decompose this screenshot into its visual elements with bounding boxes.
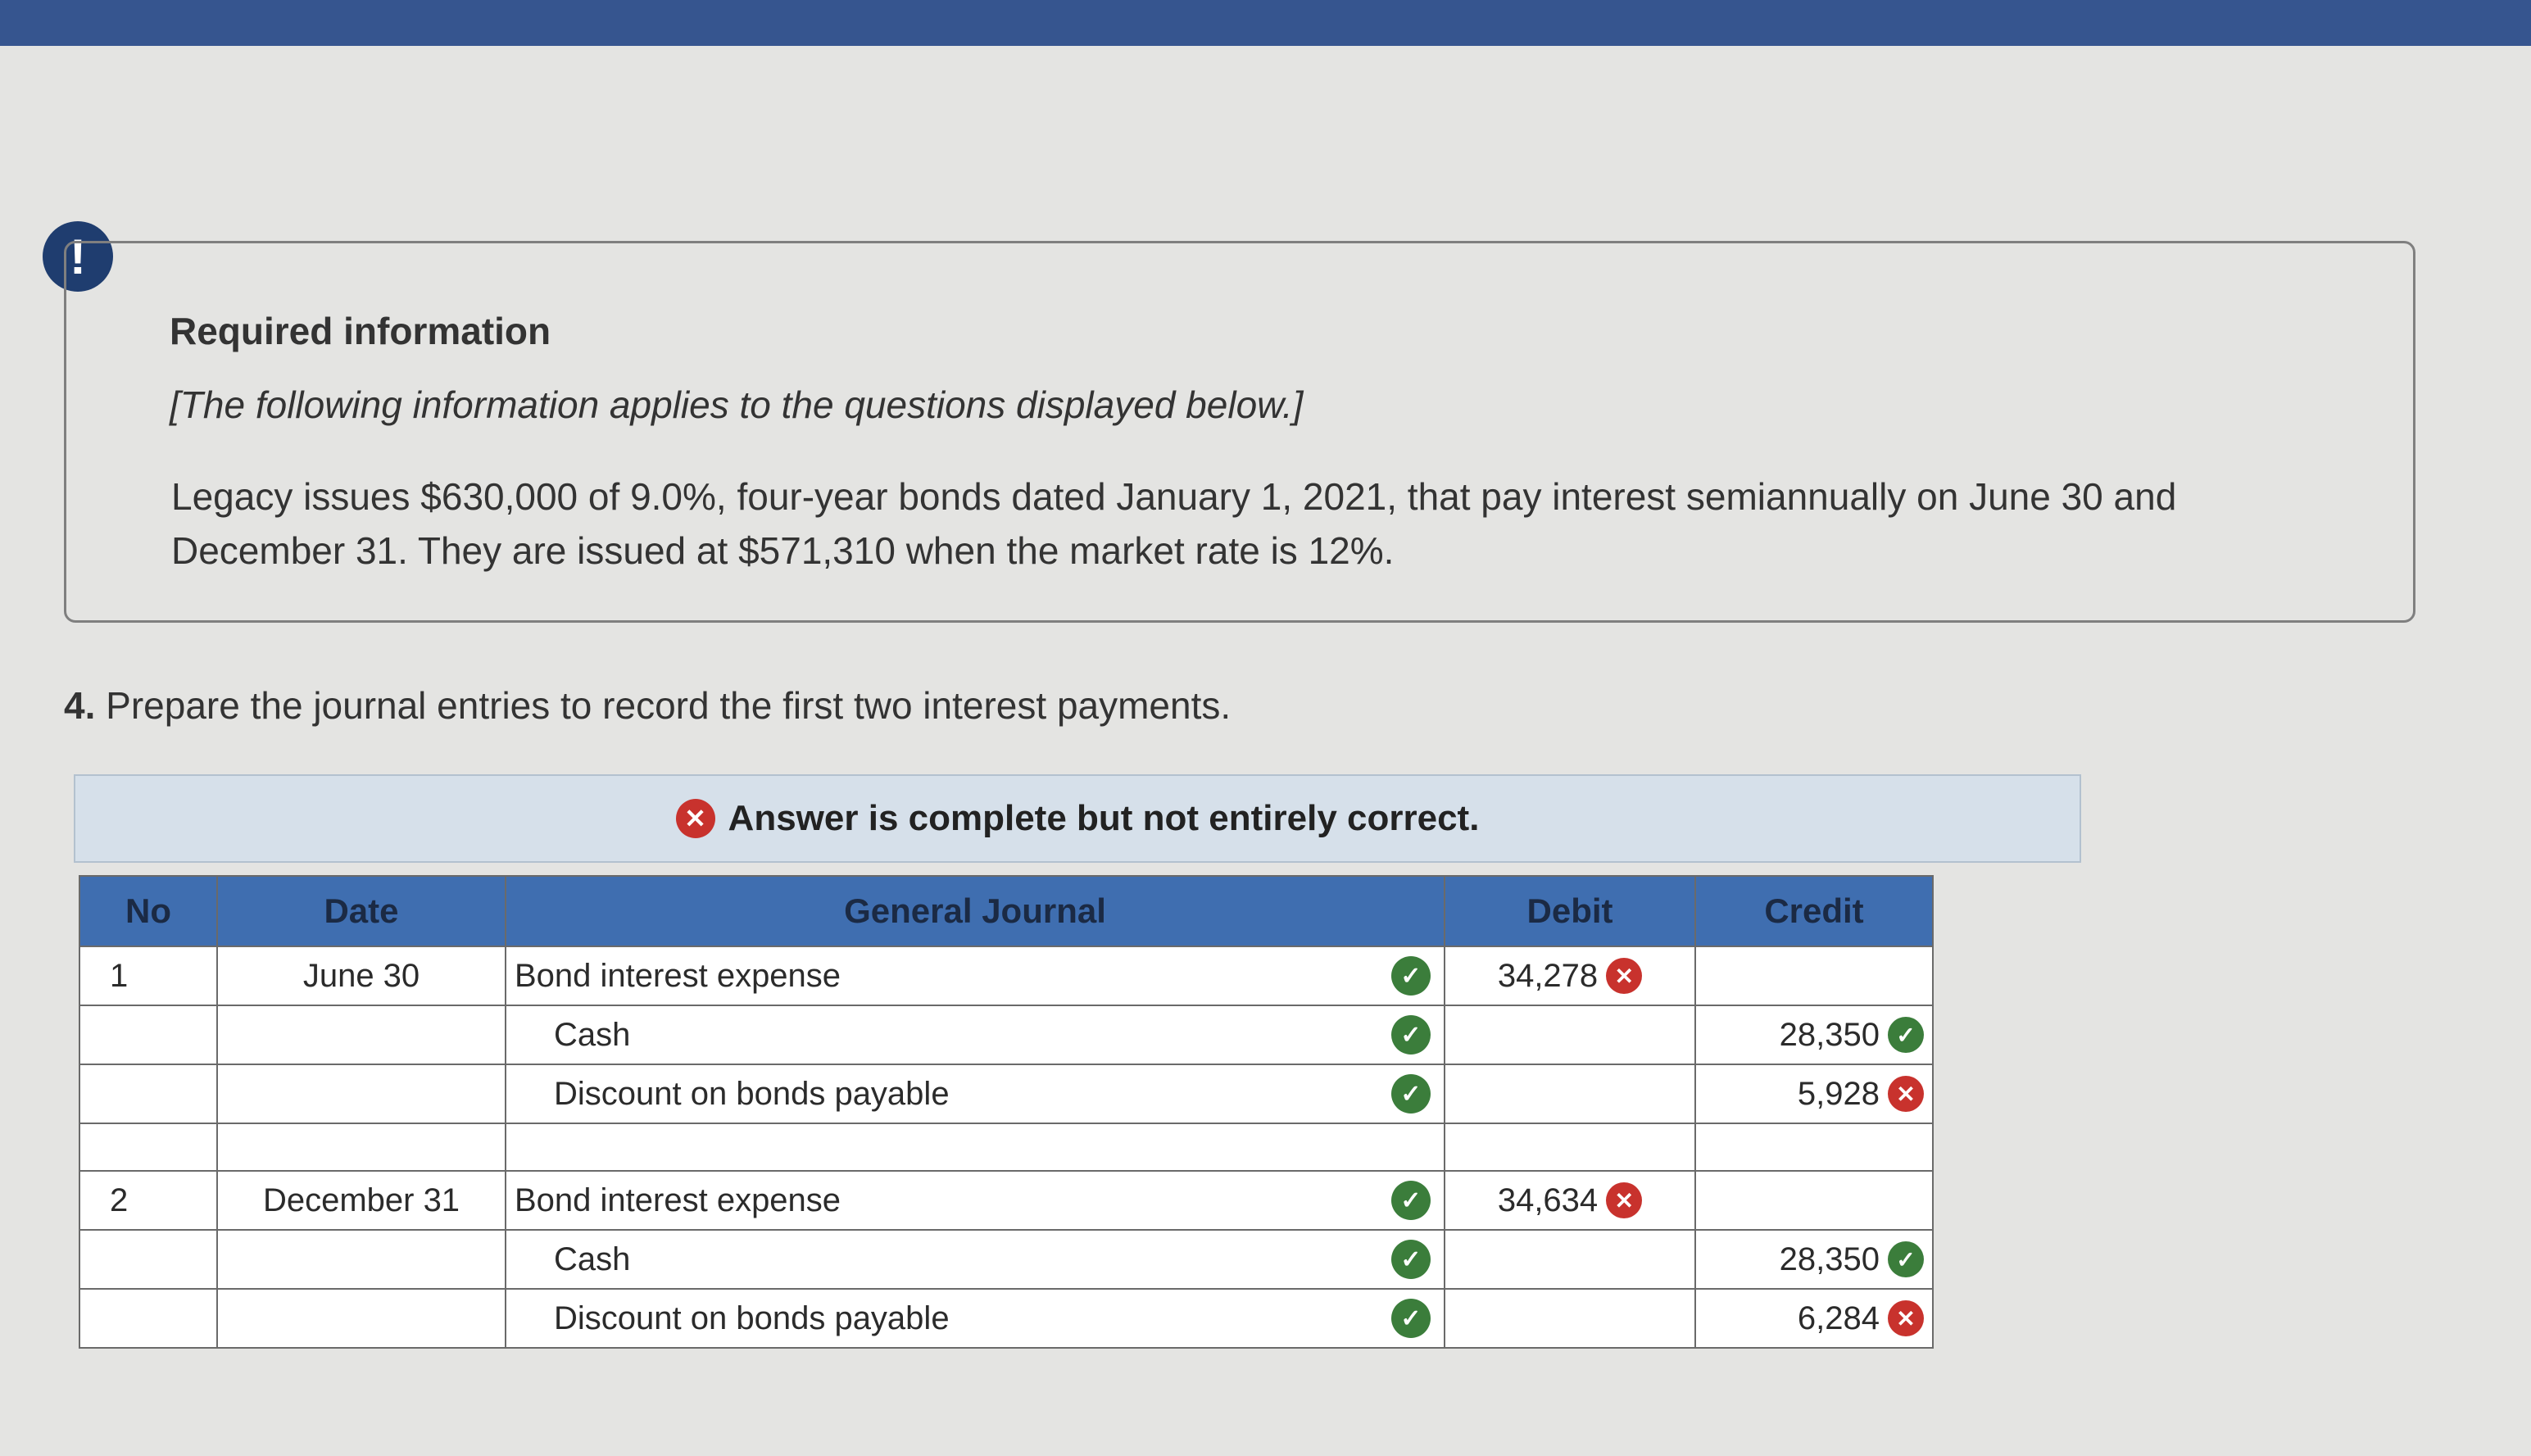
- info-body: Legacy issues $630,000 of 9.0%, four-year bonds dated January 1, 2021, that pay interest semiannually on June 30 and December 31. They are issued at $571,310 when the market rate is 12%.: [171, 475, 2177, 572]
- account-cell[interactable]: [506, 1005, 1445, 1064]
- account-cell[interactable]: [506, 1064, 1445, 1123]
- check-circle-icon: ✓: [1391, 1181, 1431, 1220]
- entry-no: [79, 1230, 217, 1289]
- credit-amount: 28,350: [1779, 1016, 1880, 1053]
- credit-cell[interactable]: [1695, 1005, 1933, 1064]
- credit-amount: 28,350: [1779, 1241, 1880, 1277]
- debit-amount: 34,278: [1497, 957, 1599, 994]
- entry-no: [79, 1005, 217, 1064]
- question-prompt: [64, 683, 1231, 728]
- table-row: [79, 1064, 1933, 1123]
- x-circle-icon: ✕: [1606, 958, 1642, 994]
- banner-text: Answer is complete but not entirely correct.: [728, 798, 1480, 838]
- entry-no: [79, 1064, 217, 1123]
- x-circle-icon: ✕: [1888, 1300, 1924, 1336]
- info-subtitle: [The following information applies to the questions displayed below.]: [170, 383, 1304, 426]
- entry-no: [79, 1289, 217, 1348]
- account-name: Bond interest expense: [515, 957, 841, 994]
- debit-cell[interactable]: [1445, 1171, 1695, 1230]
- x-circle-icon: ✕: [676, 799, 715, 838]
- credit-cell[interactable]: [1695, 1064, 1933, 1123]
- check-circle-icon: ✓: [1391, 1299, 1431, 1338]
- entry-date[interactable]: December 31: [217, 1171, 506, 1230]
- check-circle-icon: ✓: [1391, 1015, 1431, 1055]
- question-number: 4.: [64, 684, 96, 727]
- credit-cell[interactable]: [1695, 1289, 1933, 1348]
- debit-cell[interactable]: [1445, 1289, 1695, 1348]
- account-name: Bond interest expense: [515, 1182, 841, 1218]
- journal-table: [79, 875, 1934, 1349]
- account-name: Discount on bonds payable: [554, 1300, 950, 1336]
- account-name: Discount on bonds payable: [554, 1075, 950, 1112]
- entry-no: [79, 1123, 217, 1171]
- header-credit: Credit: [1695, 876, 1933, 946]
- debit-cell[interactable]: [1445, 946, 1695, 1005]
- credit-cell[interactable]: [1695, 1230, 1933, 1289]
- table-row-empty: [79, 1123, 1933, 1171]
- check-circle-icon: ✓: [1391, 956, 1431, 996]
- debit-amount: 34,634: [1497, 1182, 1599, 1218]
- header-debit: Debit: [1445, 876, 1695, 946]
- question-text: Prepare the journal entries to record the first two interest payments.: [106, 684, 1231, 727]
- check-circle-icon: ✓: [1391, 1074, 1431, 1114]
- answer-status-banner: [74, 774, 2081, 863]
- table-header-row: [79, 876, 1933, 946]
- table-row: [79, 1171, 1933, 1230]
- account-name: Cash: [554, 1016, 631, 1053]
- required-information-box: [64, 241, 2415, 623]
- header-date: Date: [217, 876, 506, 946]
- entry-date[interactable]: [217, 1230, 506, 1289]
- entry-date[interactable]: [217, 1064, 506, 1123]
- account-cell[interactable]: [506, 1123, 1445, 1171]
- debit-cell[interactable]: [1445, 1123, 1695, 1171]
- debit-cell[interactable]: [1445, 1064, 1695, 1123]
- credit-cell[interactable]: [1695, 1123, 1933, 1171]
- credit-amount: 5,928: [1797, 1075, 1880, 1112]
- account-name: Cash: [554, 1241, 631, 1277]
- account-cell[interactable]: [506, 1171, 1445, 1230]
- entry-date[interactable]: June 30: [217, 946, 506, 1005]
- table-row: [79, 946, 1933, 1005]
- account-cell[interactable]: [506, 1230, 1445, 1289]
- entry-date[interactable]: [217, 1123, 506, 1171]
- credit-cell[interactable]: [1695, 946, 1933, 1005]
- info-title: Required information: [170, 310, 551, 352]
- credit-amount: 6,284: [1797, 1300, 1880, 1336]
- header-general-journal: General Journal: [506, 876, 1445, 946]
- credit-cell[interactable]: [1695, 1171, 1933, 1230]
- check-circle-icon: ✓: [1391, 1240, 1431, 1279]
- account-cell[interactable]: [506, 946, 1445, 1005]
- table-row: [79, 1005, 1933, 1064]
- debit-cell[interactable]: [1445, 1005, 1695, 1064]
- entry-date[interactable]: [217, 1289, 506, 1348]
- x-circle-icon: ✕: [1606, 1182, 1642, 1218]
- entry-no: 1: [79, 946, 217, 1005]
- exclamation-icon: !: [43, 221, 113, 292]
- table-row: [79, 1289, 1933, 1348]
- table-row: [79, 1230, 1933, 1289]
- entry-date[interactable]: [217, 1005, 506, 1064]
- account-cell[interactable]: [506, 1289, 1445, 1348]
- x-circle-icon: ✕: [1888, 1076, 1924, 1112]
- check-circle-icon: ✓: [1888, 1241, 1924, 1277]
- entry-no: 2: [79, 1171, 217, 1230]
- debit-cell[interactable]: [1445, 1230, 1695, 1289]
- header-no: No: [79, 876, 217, 946]
- check-circle-icon: ✓: [1888, 1017, 1924, 1053]
- top-bar: [0, 0, 2531, 46]
